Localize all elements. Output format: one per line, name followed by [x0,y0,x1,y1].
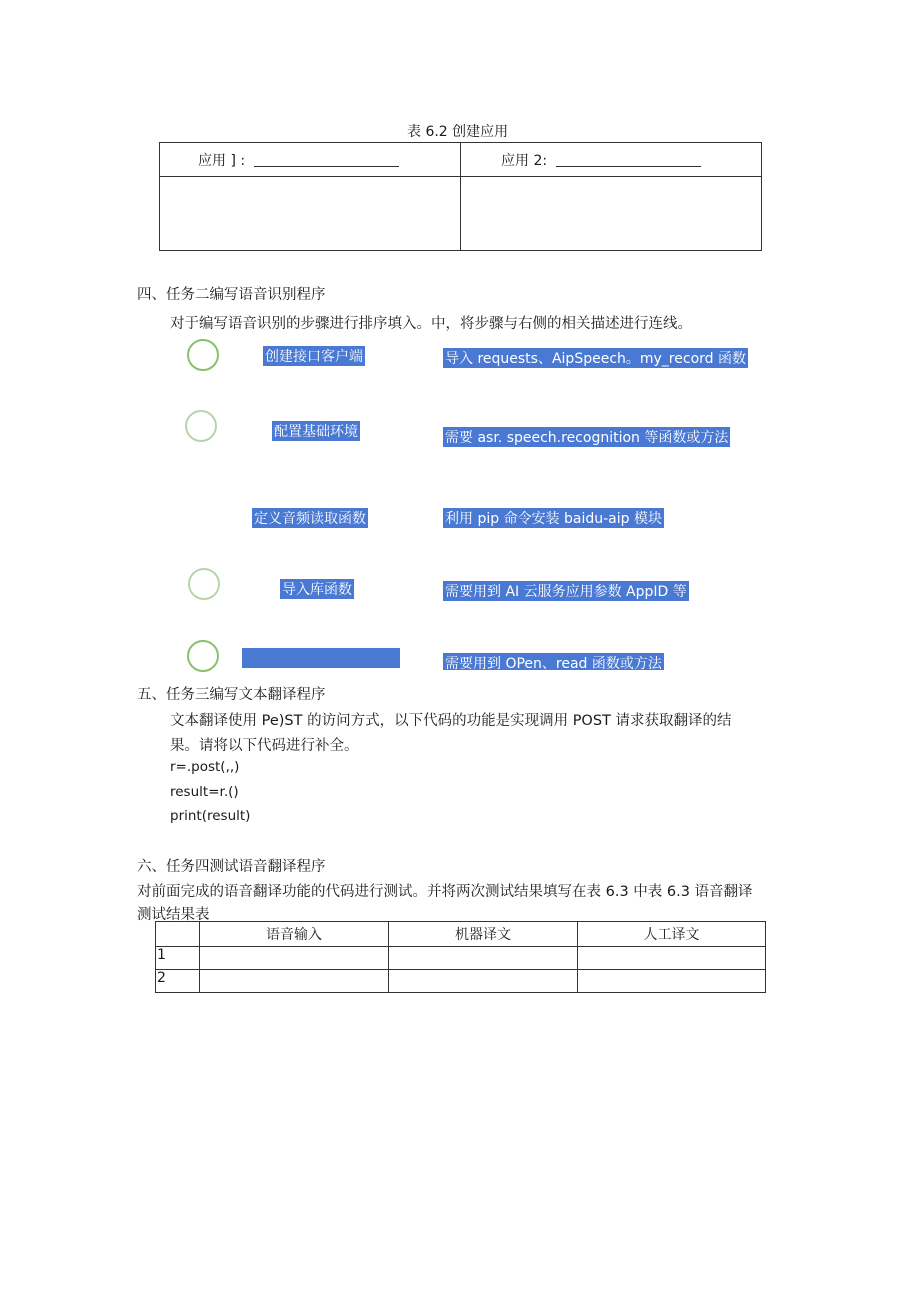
app1-header-cell [160,143,461,177]
app2-blank[interactable] [556,166,701,167]
order-circle-5[interactable] [187,640,219,672]
code-line-2: result=r.() [170,784,239,800]
description-box-4[interactable]: 需要用到 AI 云服务应用参数 AppID 等 [443,581,689,601]
human-translation-cell[interactable] [578,970,766,993]
section-6-heading: 六、任务四测试语音翻译程序 [137,859,326,875]
app1-blank[interactable] [254,166,399,167]
app2-label: 应用 2: [501,152,548,169]
header-speech-input: 语音输入 [200,922,389,947]
table-header-row [156,922,766,947]
section-4-heading: 四、任务二编写语音识别程序 [137,287,326,303]
section-5-paragraph-line-1: 文本翻译使用 Pe)ST 的访问方式，以下代码的功能是实现调用 POST 请求获取翻译的结 [170,713,732,729]
step-box-4[interactable]: 导入库函数 [280,579,354,599]
step-box-2[interactable]: 配置基础环境 [272,421,360,441]
description-box-5[interactable]: 需要用到 OPen、read 函数或方法 [443,653,664,670]
create-app-table [159,142,762,251]
header-human-translation: 人工译文 [578,922,766,947]
machine-translation-cell[interactable] [389,970,578,993]
header-machine-translation: 机器译文 [389,922,578,947]
code-line-3: print(result) [170,808,251,824]
section-5-paragraph-line-2: 果。请将以下代码进行补全。 [170,738,359,754]
section-6-paragraph-line-1: 对前面完成的语音翻译功能的代码进行测试。并将两次测试结果填写在表 6.3 中表 6.3 语音翻译 [137,884,753,900]
app2-content-cell[interactable] [461,177,762,251]
app1-content-cell[interactable] [160,177,461,251]
code-line-1: r=.post(,,) [170,759,240,775]
table-row [156,947,766,970]
step-box-1[interactable]: 创建接口客户端 [263,346,365,366]
table-row [156,970,766,993]
step-box-3[interactable]: 定义音频读取函数 [252,508,368,528]
description-box-2[interactable]: 需要 asr. speech.recognition 等函数或方法 [443,427,730,447]
section-4-instruction: 对于编写语音识别的步骤进行排序填入。中，将步骤与右侧的相关描述进行连线。 [170,316,692,332]
human-translation-cell[interactable] [578,947,766,970]
order-circle-4[interactable] [188,568,220,600]
section-5-heading: 五、任务三编写文本翻译程序 [137,687,326,703]
section-6-paragraph-line-2: 测试结果表 [137,907,210,923]
table-6-2-caption: 表 6.2 创建应用 [407,124,509,140]
header-index-cell [156,922,200,947]
order-circle-2[interactable] [185,410,217,442]
app1-label: 应用 ] : [198,152,246,169]
app2-header-cell [461,143,762,177]
speech-input-cell[interactable] [200,970,389,993]
description-box-1[interactable]: 导入 requests、AipSpeech。my_record 函数 [443,348,748,368]
row-index: 2 [156,970,200,993]
description-box-3[interactable]: 利用 pip 命令安装 baidu-aip 模块 [443,508,664,528]
test-results-table [155,921,766,993]
speech-input-cell[interactable] [200,947,389,970]
row-index: 1 [156,947,200,970]
order-circle-1[interactable] [187,339,219,371]
step-box-5[interactable] [242,648,400,668]
machine-translation-cell[interactable] [389,947,578,970]
